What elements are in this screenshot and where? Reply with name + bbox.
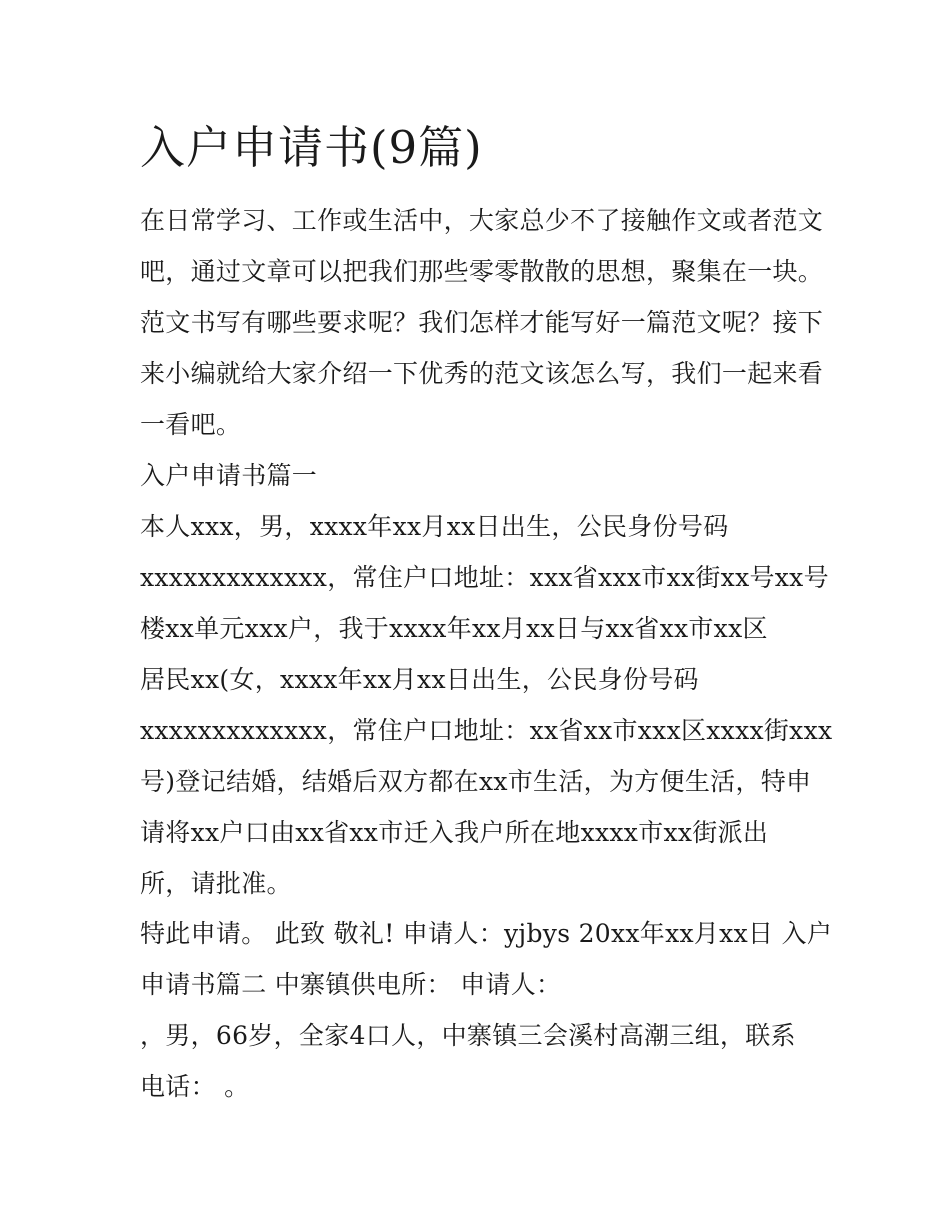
paragraph-line: 在日常学习、工作或生活中，大家总少不了接触作文或者范文 bbox=[140, 206, 824, 235]
section-heading: 入户申请书篇一 bbox=[140, 461, 318, 490]
paragraph-line: 一看吧。 bbox=[140, 410, 242, 439]
paragraph-line: 电话： 。 bbox=[140, 1072, 250, 1101]
paragraph-line: 特此申请。 此致 敬礼! 申请人：yjbys 20xx年xx月xx日 入户 bbox=[140, 919, 833, 948]
paragraph-line: 来小编就给大家介绍一下优秀的范文该怎么写，我们一起来看 bbox=[140, 359, 824, 388]
paragraph-line: 吧，通过文章可以把我们那些零零散散的思想，聚集在一块。 bbox=[140, 257, 824, 286]
paragraph-line: 请将xx户口由xx省xx市迁入我户所在地xxxx市xx街派出 bbox=[140, 818, 769, 847]
paragraph-line: 范文书写有哪些要求呢？我们怎样才能写好一篇范文呢？接下 bbox=[140, 308, 824, 337]
document-title: 入户申请书(9篇) bbox=[140, 121, 483, 174]
paragraph-line: 所，请批准。 bbox=[140, 869, 292, 898]
paragraph-line: 号)登记结婚，结婚后双方都在xx市生活，为方便生活，特申 bbox=[140, 767, 812, 796]
paragraph-line: xxxxxxxxxxxxx，常住户口地址：xx省xx市xxx区xxxx街xxx bbox=[140, 716, 833, 745]
paragraph-line: 居民xx(女，xxxx年xx月xx日出生，公民身份号码 bbox=[140, 665, 699, 694]
paragraph-line: 本人xxx，男，xxxx年xx月xx日出生，公民身份号码 bbox=[140, 512, 729, 541]
paragraph-line: ，男，66岁，全家4口人，中寨镇三会溪村高潮三组，联系 bbox=[140, 1021, 796, 1050]
paragraph-line: xxxxxxxxxxxxx，常住户口地址：xxx省xxx市xx街xx号xx号 bbox=[140, 563, 829, 592]
paragraph-line: 申请书篇二 中寨镇供电所： 申请人： bbox=[140, 970, 562, 999]
paragraph-line: 楼xx单元xxx户，我于xxxx年xx月xx日与xx省xx市xx区 bbox=[140, 614, 768, 643]
